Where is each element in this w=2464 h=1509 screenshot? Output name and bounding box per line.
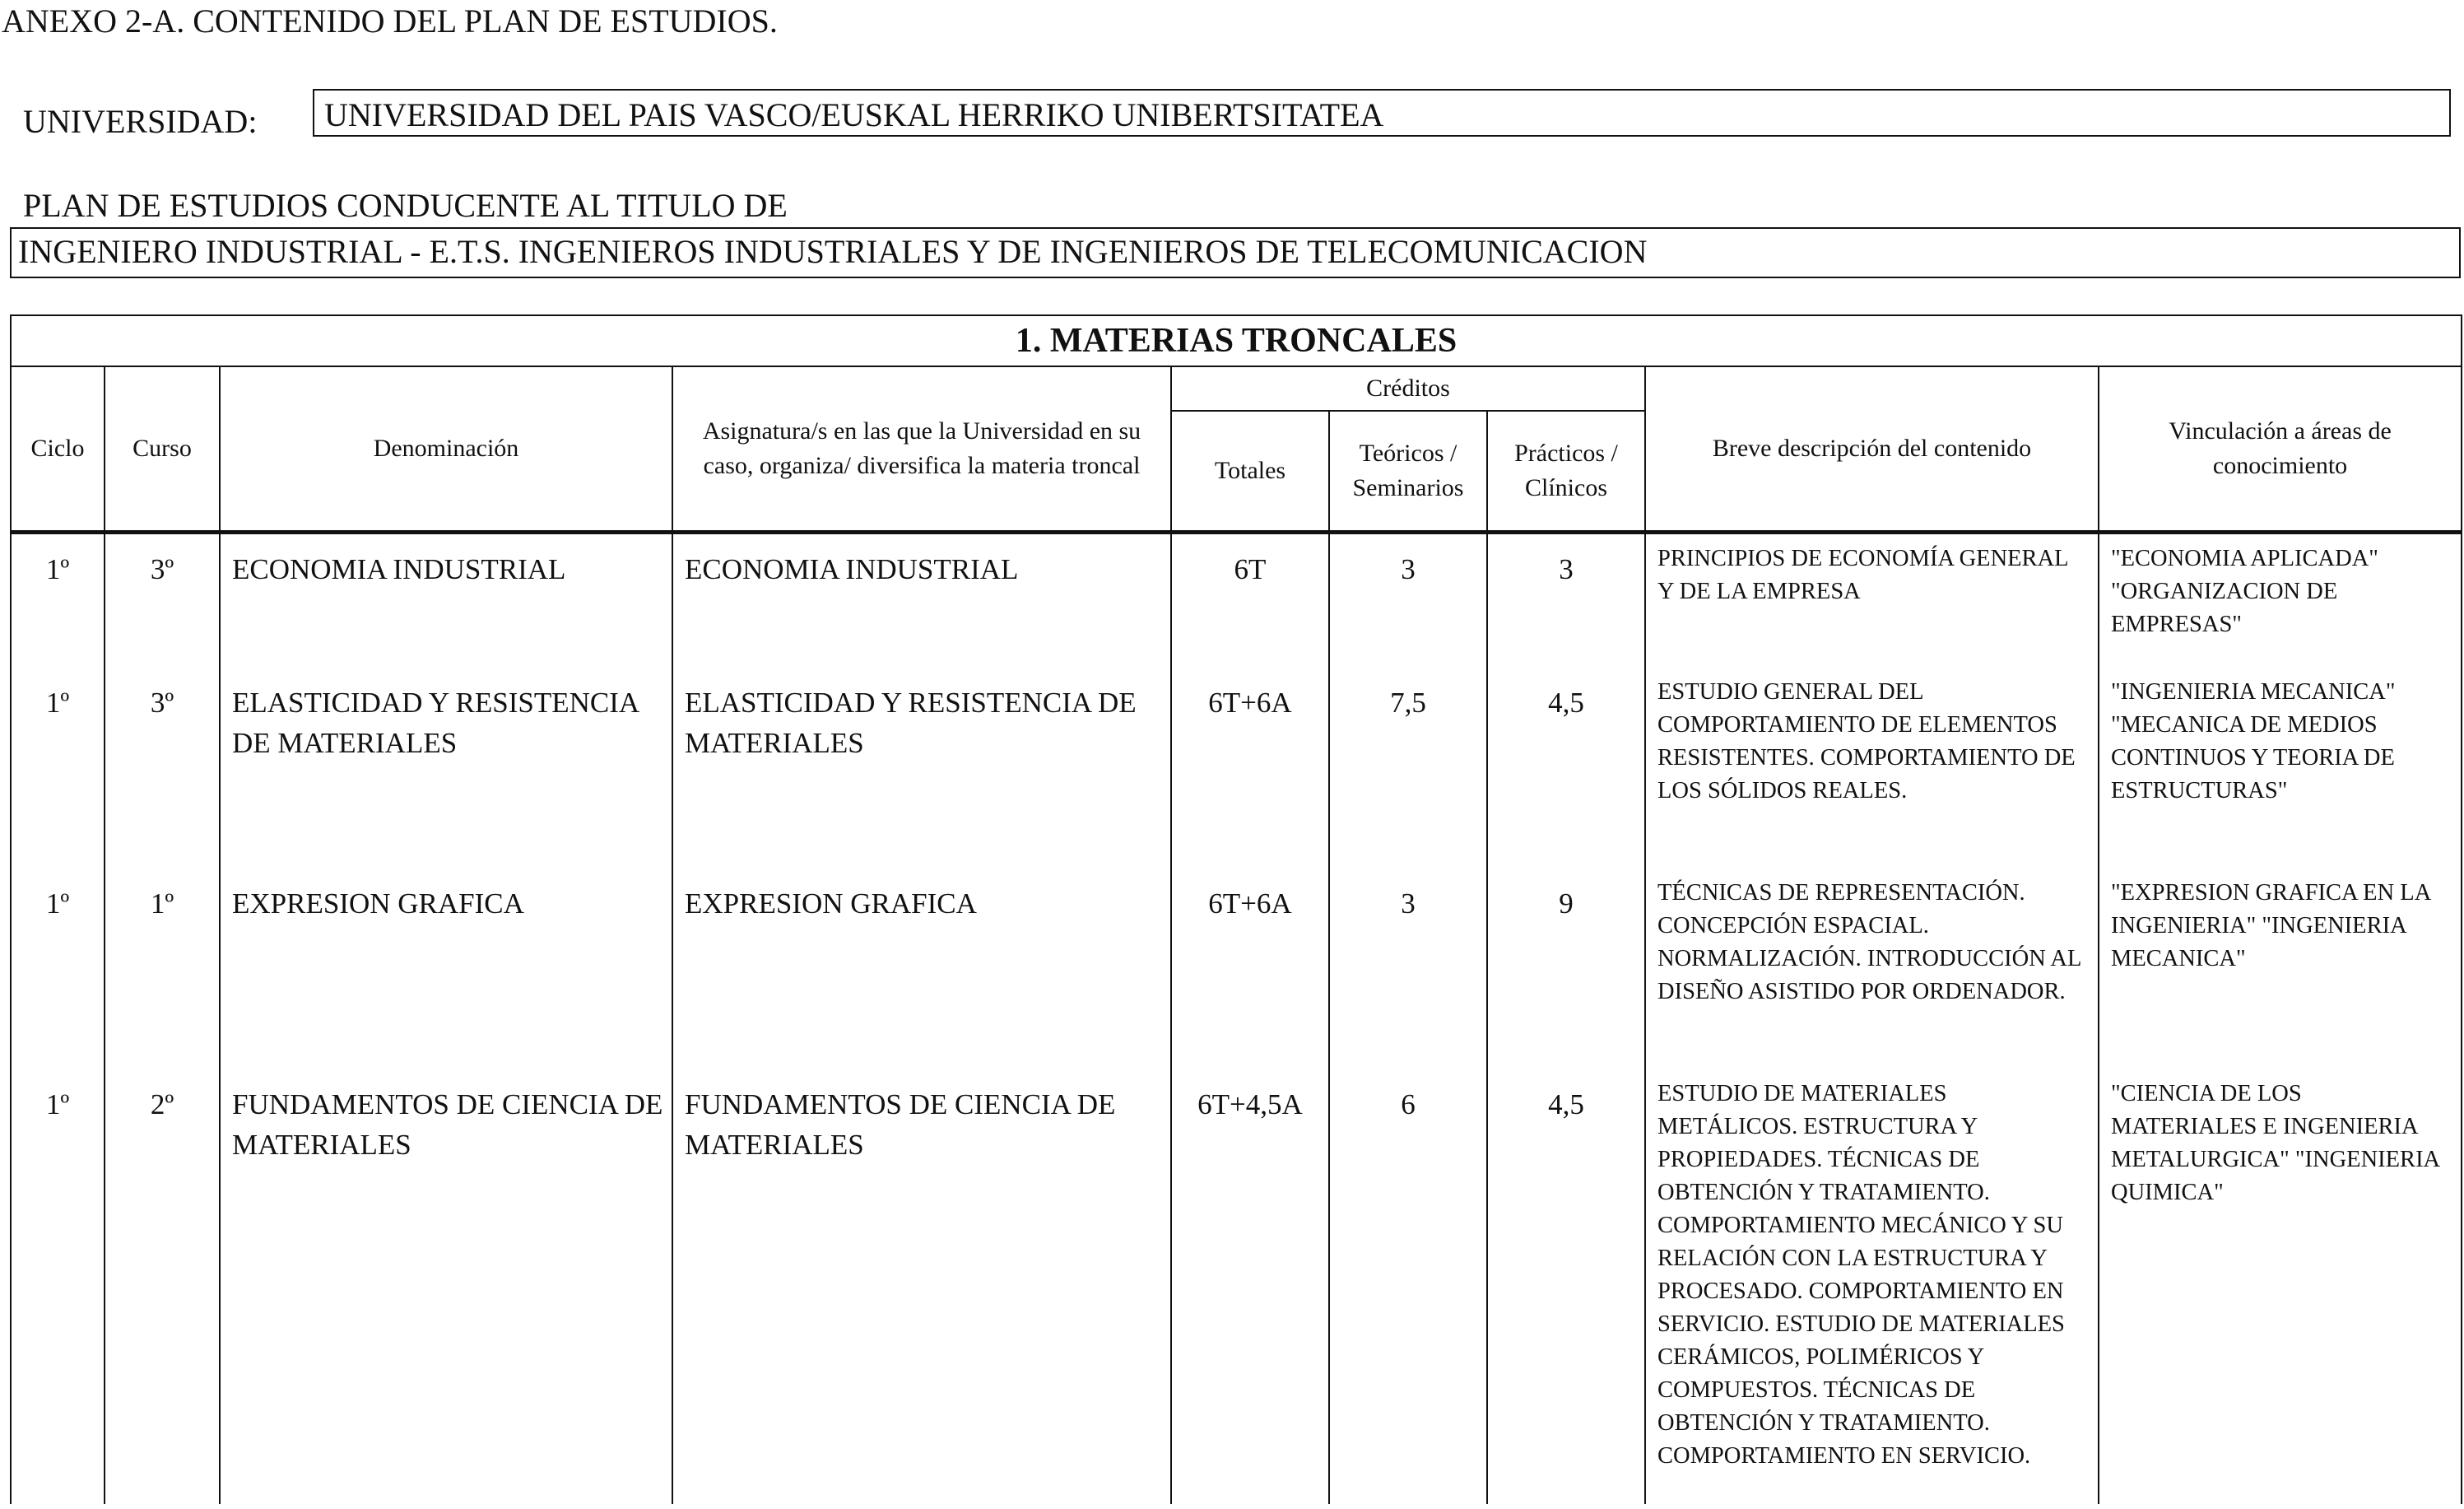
cell-practicos: 4,5 [1487,668,1645,869]
cell-asignatura: ELASTICIDAD Y RESISTENCIA DE MATERIALES [672,668,1171,869]
cell-asignatura: ECONOMIA INDUSTRIAL [672,533,1171,668]
cell-totales: 6T+6A [1171,668,1329,869]
cell-practicos: 3 [1487,533,1645,668]
cell-curso: 2º [105,1069,220,1504]
header-denominacion: Denominación [220,366,672,533]
cell-vinculacion: "CIENCIA DE LOS MATERIALES E INGENIERIA METALURGICA" "INGENIERIA QUIMICA" [2099,1069,2462,1504]
table-row [11,1069,2462,1504]
cell-vinculacion: "ECONOMIA APLICADA" "ORGANIZACION DE EMPRESAS" [2099,533,2462,668]
cell-vinculacion: "INGENIERIA MECANICA" "MECANICA DE MEDIOS CONTINUOS Y TEORIA DE ESTRUCTURAS" [2099,668,2462,869]
cell-descripcion: TÉCNICAS DE REPRESENTACIÓN. CONCEPCIÓN ESPACIAL. NORMALIZACIÓN. INTRODUCCIÓN AL DISEÑO ASISTIDO POR ORDENADOR. [1645,869,2099,1069]
cell-teoricos: 6 [1329,1069,1487,1504]
table-row [11,533,2462,668]
cell-ciclo: 1º [11,668,105,869]
header-descripcion: Breve descripción del contenido [1645,366,2099,533]
header-teoricos: Teóricos / Seminarios [1329,411,1487,533]
cell-practicos: 9 [1487,869,1645,1069]
titulo-field: INGENIERO INDUSTRIAL - E.T.S. INGENIEROS INDUSTRIALES Y DE INGENIEROS DE TELECOMUNICACION [10,227,2461,278]
header-practicos: Prácticos / Clínicos [1487,411,1645,533]
header-curso: Curso [105,366,220,533]
cell-denominacion: ELASTICIDAD Y RESISTENCIA DE MATERIALES [220,668,672,869]
cell-denominacion: ECONOMIA INDUSTRIAL [220,533,672,668]
cell-teoricos: 7,5 [1329,668,1487,869]
cell-totales: 6T [1171,533,1329,668]
cell-descripcion: ESTUDIO DE MATERIALES METÁLICOS. ESTRUCTURA Y PROPIEDADES. TÉCNICAS DE OBTENCIÓN Y TRATAMIENTO. COMPORTAMIENTO MECÁNICO Y SU RELACIÓN CON LA ESTRUCTURA Y PROCESADO. COMPORTAMIENTO EN SERVICIO. ESTUDIO DE MATERIALES CERÁMICOS, POLIMÉRICOS Y COMPUESTOS. TÉCNICAS DE OBTENCIÓN Y TRATAMIENTO. COMPORTAMIENTO EN SERVICIO. [1645,1069,2099,1504]
cell-ciclo: 1º [11,533,105,668]
cell-descripcion: PRINCIPIOS DE ECONOMÍA GENERAL Y DE LA EMPRESA [1645,533,2099,668]
document-heading: ANEXO 2-A. CONTENIDO DEL PLAN DE ESTUDIOS. [2,2,778,40]
header-ciclo: Ciclo [11,366,105,533]
cell-denominacion: EXPRESION GRAFICA [220,869,672,1069]
plan-label: PLAN DE ESTUDIOS CONDUCENTE AL TITULO DE [23,187,788,224]
cell-totales: 6T+6A [1171,869,1329,1069]
header-totales: Totales [1171,411,1329,533]
cell-ciclo: 1º [11,1069,105,1504]
cell-practicos: 4,5 [1487,1069,1645,1504]
cell-curso: 3º [105,533,220,668]
cell-asignatura: FUNDAMENTOS DE CIENCIA DE MATERIALES [672,1069,1171,1504]
cell-vinculacion: "EXPRESION GRAFICA EN LA INGENIERIA" "INGENIERIA MECANICA" [2099,869,2462,1069]
cell-teoricos: 3 [1329,869,1487,1069]
header-asignatura: Asignatura/s en las que la Universidad en su caso, organiza/ diversifica la materia troncal [672,366,1171,533]
cell-totales: 6T+4,5A [1171,1069,1329,1504]
cell-curso: 3º [105,668,220,869]
cell-descripcion: ESTUDIO GENERAL DEL COMPORTAMIENTO DE ELEMENTOS RESISTENTES. COMPORTAMIENTO DE LOS SÓLIDOS REALES. [1645,668,2099,869]
cell-curso: 1º [105,869,220,1069]
table-row [11,869,2462,1069]
materias-troncales-table [10,314,2462,1504]
cell-denominacion: FUNDAMENTOS DE CIENCIA DE MATERIALES [220,1069,672,1504]
header-creditos: Créditos [1171,366,1645,411]
cell-ciclo: 1º [11,869,105,1069]
header-vinculacion: Vinculación a áreas de conocimiento [2099,366,2462,533]
section-title: 1. MATERIAS TRONCALES [11,315,2462,366]
universidad-field: UNIVERSIDAD DEL PAIS VASCO/EUSKAL HERRIKO UNIBERTSITATEA [313,89,2451,137]
universidad-label: UNIVERSIDAD: [23,103,258,140]
cell-teoricos: 3 [1329,533,1487,668]
cell-asignatura: EXPRESION GRAFICA [672,869,1171,1069]
table-row [11,668,2462,869]
